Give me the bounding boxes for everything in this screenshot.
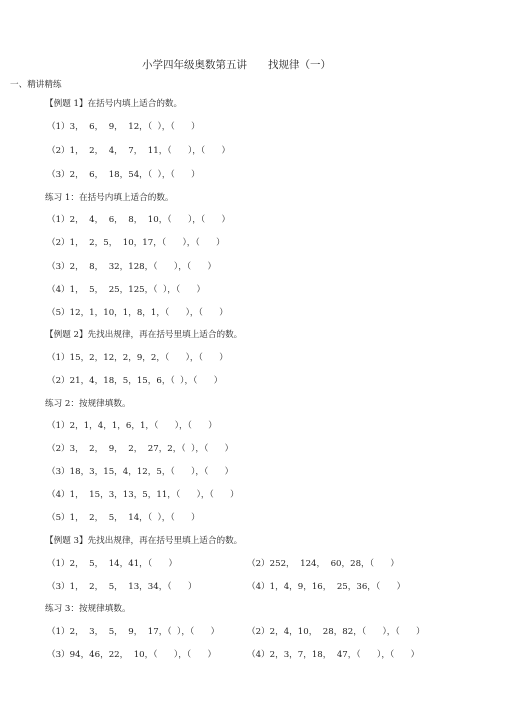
section-heading: 一、精讲精练 [10,80,62,90]
example-3-item: （3）1， 2， 5， 13，34，（ ） [47,582,197,592]
page-title: 小学四年级奥数第五讲 找规律（一） [142,59,331,71]
practice-2-item: （3）18，3，15，4，12，5，（ ），（ ） [47,467,234,477]
practice-2-item: （4）1， 15，3，13，5，11，（ ），（ ） [47,490,239,500]
example-3-item: （4）1，4，9，16， 25，36，（ ） [247,582,406,592]
practice-1-item: （2）1， 2，5， 10，17，（ ），（ ） [47,238,225,248]
example-1-item: （2）1， 2， 4， 7， 11，（ ），（ ） [47,146,231,156]
practice-3-item: （1）2， 3， 5， 9， 17，（ ），（ ） [47,627,220,637]
example-3-item: （1）2， 5， 14，41，（ ） [47,559,178,569]
practice-3-heading: 练习 3：按规律填数。 [45,604,131,614]
example-3-heading: 【例题 3】先找出规律，再在括号里填上适合的数。 [45,536,243,546]
example-2-heading: 【例题 2】先找出规律，再在括号里填上适合的数。 [45,330,243,340]
practice-1-heading: 练习 1：在括号内填上适合的数。 [45,193,174,203]
practice-3-item: （4）2，3，7，18， 47，（ ），（ ） [247,650,420,660]
practice-1-item: （4）1， 5， 25，125，（ ），（ ） [47,285,206,295]
example-2-item: （2）21，4，18，5，15，6，（ ），（ ） [47,376,223,386]
example-1-heading: 【例题 1】在括号内填上适合的数。 [45,99,183,109]
practice-3-item: （3）94，46，22， 10，（ ），（ ） [47,650,217,660]
practice-2-item: （5）1， 2， 5， 14，（ ），（ ） [47,513,200,523]
practice-2-heading: 练习 2：按规律填数。 [45,399,131,409]
practice-1-item: （1）2， 4， 6， 8， 10，（ ），（ ） [47,215,231,225]
example-3-item: （2）252， 124， 60，28，（ ） [247,559,399,569]
practice-3-item: （2）2，4，10， 28，82，（ ），（ ） [247,627,425,637]
practice-1-item: （5）12，1，10，1，8，1，（ ），（ ） [47,308,228,318]
practice-2-item: （1）2，1，4，1，6，1，（ ），（ ） [47,421,217,431]
example-1-item: （3）2， 6， 18，54，（ ），（ ） [47,170,200,180]
example-2-item: （1）15，2，12，2，9，2，（ ），（ ） [47,353,228,363]
practice-2-item: （2）3， 2， 9， 2， 27，2，（ ），（ ） [47,444,234,454]
practice-1-item: （3）2， 8， 32，128，（ ），（ ） [47,262,217,272]
example-1-item: （1）3， 6， 9， 12，（ ），（ ） [47,122,200,132]
